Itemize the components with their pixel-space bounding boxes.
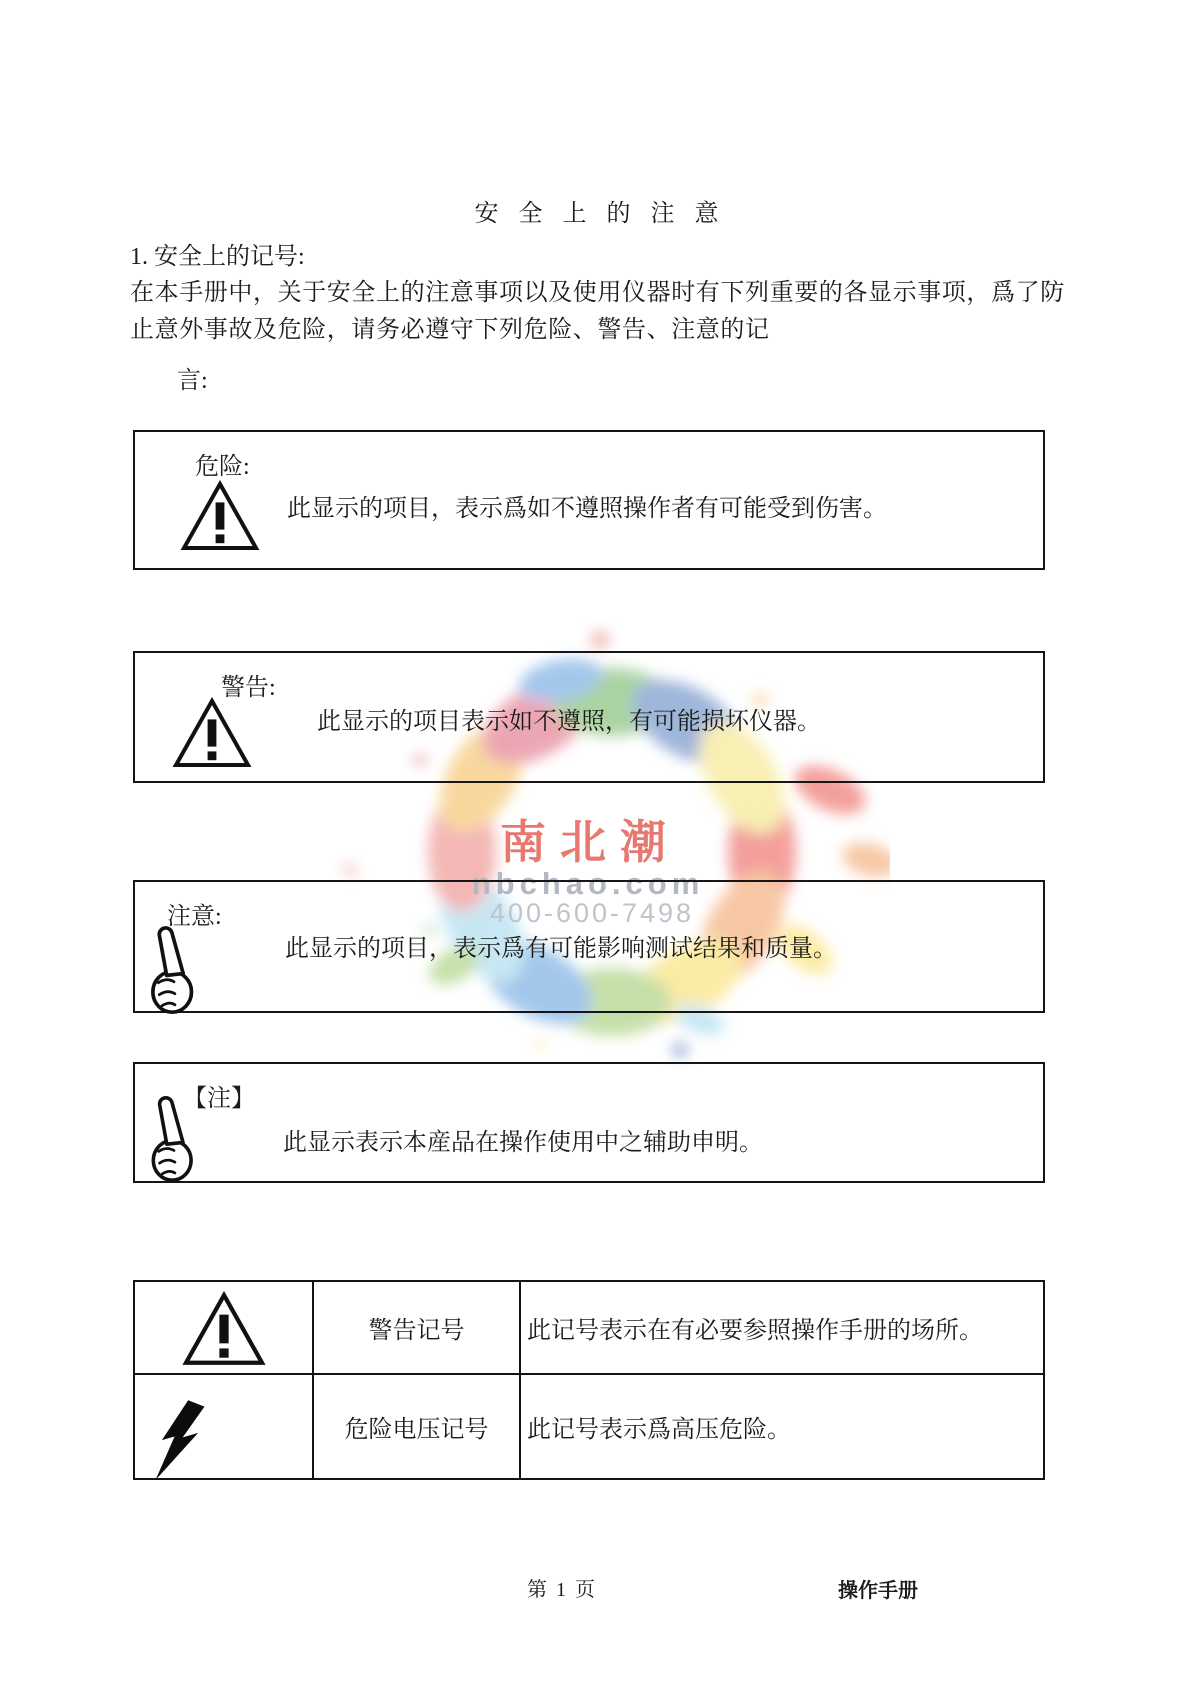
intro-paragraph-line3: 言: bbox=[177, 368, 208, 394]
pointing-hand-icon bbox=[145, 922, 203, 1014]
caution-text: 此显示的项目，表示爲有可能影响测试结果和质量。 bbox=[285, 936, 837, 962]
danger-notice-box bbox=[133, 430, 1045, 570]
note-label: 【注】 bbox=[183, 1086, 255, 1112]
watermark-domain: nbchao.com bbox=[471, 866, 705, 901]
caution-notice-box bbox=[133, 880, 1045, 1013]
warning-triangle-icon bbox=[181, 1291, 267, 1367]
manual-title: 操作手册 bbox=[838, 1580, 918, 1602]
table-row bbox=[134, 1374, 1044, 1479]
pointing-hand-icon bbox=[145, 1092, 203, 1182]
page-title: 安 全 上 的 注 意 bbox=[474, 201, 726, 227]
danger-label: 危险: bbox=[195, 454, 250, 480]
symbol-name: 危险电压记号 bbox=[313, 1374, 520, 1479]
table-row bbox=[134, 1281, 1044, 1374]
symbol-description: 此记号表示爲高压危险。 bbox=[520, 1374, 1044, 1479]
symbol-name: 警告记号 bbox=[313, 1281, 520, 1374]
intro-paragraph-line1: 在本手册中，关于安全上的注意事项以及使用仪器时有下列重要的各显示事项，爲了防 bbox=[130, 280, 1065, 306]
warning-text: 此显示的项目表示如不遵照，有可能损坏仪器。 bbox=[317, 709, 821, 735]
symbol-table bbox=[133, 1280, 1045, 1480]
note-text: 此显示表示本産品在操作使用中之辅助申明。 bbox=[283, 1130, 763, 1156]
note-notice-box bbox=[133, 1062, 1045, 1183]
section-heading: 1. 安全上的记号: bbox=[130, 244, 305, 270]
warning-label: 警告: bbox=[221, 675, 276, 701]
warning-triangle-icon bbox=[179, 480, 261, 552]
watermark-brand: 南北潮 bbox=[500, 816, 680, 868]
symbol-icon-cell bbox=[134, 1281, 313, 1374]
symbol-icon-cell bbox=[134, 1374, 313, 1479]
warning-triangle-icon bbox=[171, 697, 253, 769]
intro-paragraph-line2: 止意外事故及危险，请务必遵守下列危险、警告、注意的记 bbox=[130, 317, 770, 343]
warning-notice-box bbox=[133, 651, 1045, 783]
lightning-bolt-icon bbox=[151, 1389, 209, 1493]
caution-label: 注意: bbox=[167, 904, 222, 930]
page-number: 第 1 页 bbox=[527, 1579, 597, 1601]
symbol-description: 此记号表示在有必要参照操作手册的场所。 bbox=[520, 1281, 1044, 1374]
danger-text: 此显示的项目，表示爲如不遵照操作者有可能受到伤害。 bbox=[287, 496, 887, 522]
watermark-phone: 400-600-7498 bbox=[489, 898, 695, 928]
